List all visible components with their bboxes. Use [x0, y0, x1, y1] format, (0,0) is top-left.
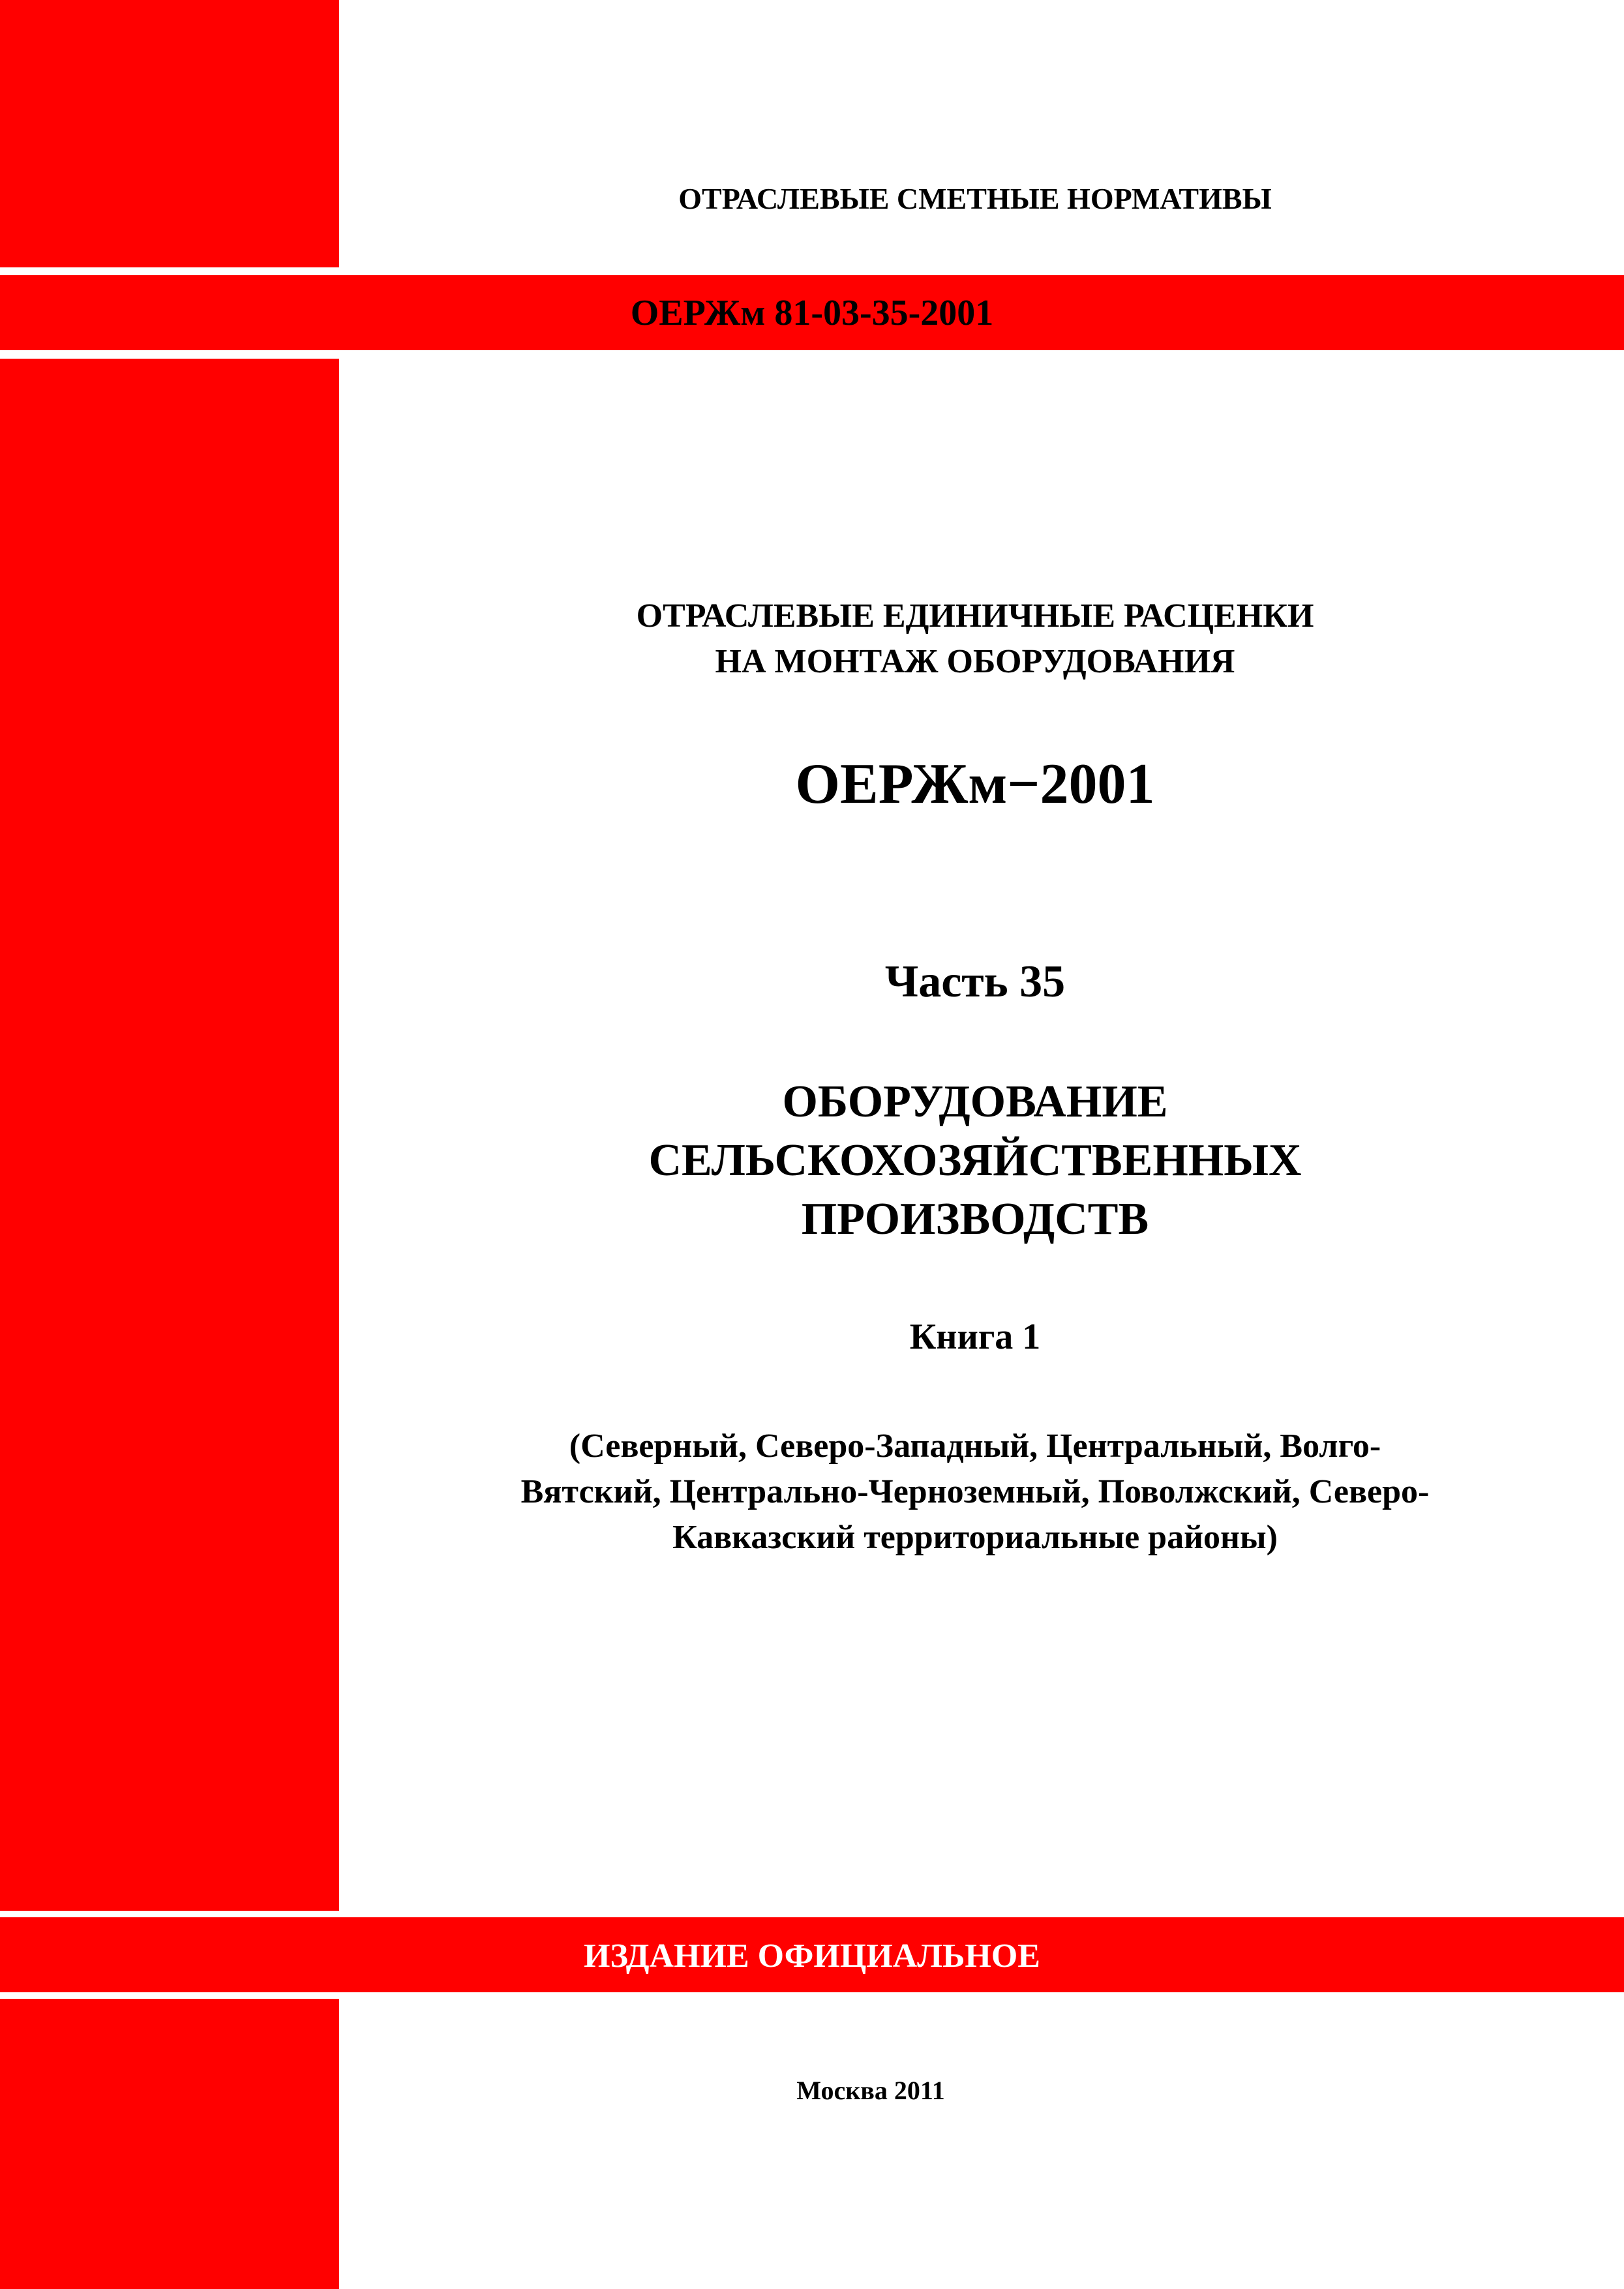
part-number: Часть 35 — [884, 957, 1066, 1007]
place-year: Москва 2011 — [796, 2076, 945, 2105]
subject-line-3: ПРОИЗВОДСТВ — [801, 1194, 1149, 1244]
subject-line-2: СЕЛЬСКОХОЗЯЙСТВЕННЫХ — [648, 1135, 1302, 1186]
regions-line-3: Кавказский территориальные районы) — [672, 1519, 1278, 1556]
title-line-2: НА МОНТАЖ ОБОРУДОВАНИЯ — [715, 643, 1235, 680]
regions-line-1: (Северный, Северо-Западный, Центральный, Волго- — [569, 1428, 1381, 1465]
left-red-bar-middle — [0, 359, 339, 1911]
edition-label: ИЗДАНИЕ ОФИЦИАЛЬНОЕ — [584, 1937, 1040, 1975]
subject-line-1: ОБОРУДОВАНИЕ — [782, 1077, 1168, 1127]
title-line-1: ОТРАСЛЕВЫЕ ЕДИНИЧНЫЕ РАСЦЕНКИ — [636, 597, 1314, 635]
edition-band — [0, 1917, 1624, 1992]
book-number: Книга 1 — [909, 1317, 1041, 1357]
code-band — [0, 275, 1624, 350]
main-title: ОЕРЖм−2001 — [795, 753, 1155, 816]
regions-line-2: Вятский, Центрально-Черноземный, Поволжский, Северо- — [520, 1473, 1430, 1510]
document-code: ОЕРЖм 81-03-35-2001 — [630, 293, 994, 333]
left-red-bar-bottom — [0, 1999, 339, 2289]
left-red-bar-top — [0, 0, 339, 267]
category-heading: ОТРАСЛЕВЫЕ СМЕТНЫЕ НОРМАТИВЫ — [678, 182, 1272, 215]
